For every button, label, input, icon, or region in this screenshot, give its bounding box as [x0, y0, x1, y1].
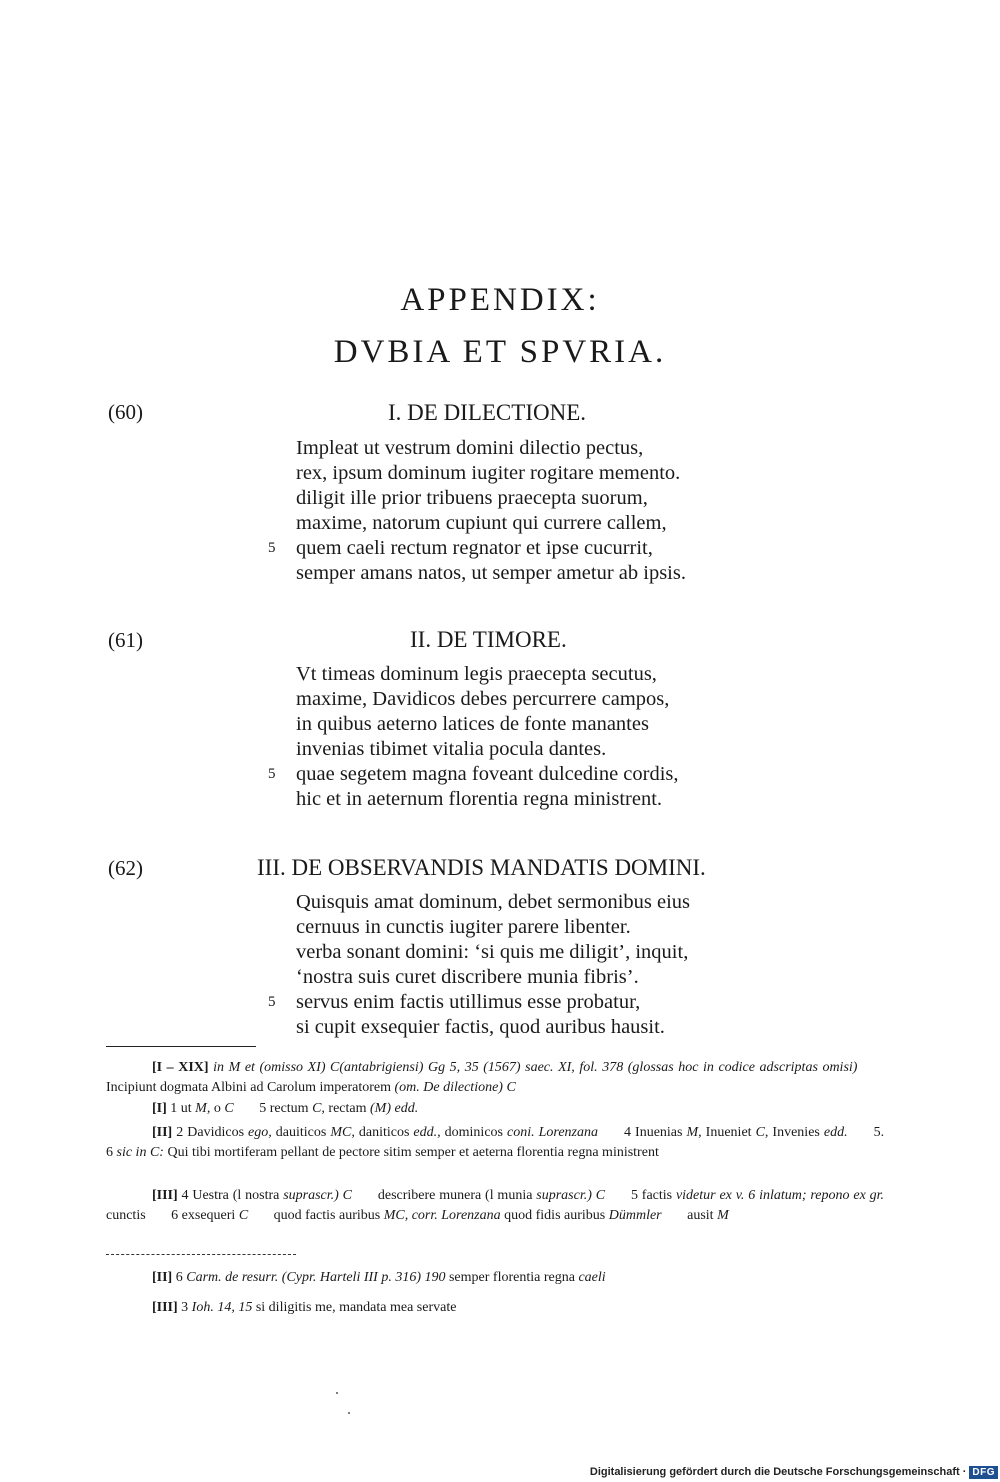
verse-text: quae segetem magna foveant dulcedine cordis, — [296, 763, 679, 785]
apparatus-text: 6 exsequeri — [171, 1208, 236, 1223]
scan-speck — [336, 1392, 338, 1394]
poem-verses — [268, 436, 686, 586]
verse-text: quem caeli rectum regnator et ipse cucurrit, — [296, 537, 653, 559]
apparatus-text: semper florentia regna — [448, 1270, 575, 1285]
line-number: 5 — [268, 994, 276, 1010]
verse-line-numbered — [268, 990, 690, 1015]
fontes-rule — [106, 1254, 296, 1255]
siglum: [II] — [152, 1125, 173, 1140]
verse-line: maxime, Davidicos debes percurrere campos, — [296, 688, 670, 710]
verse-line: ‘nostra suis curet discribere munia fibris’. — [296, 966, 639, 988]
apparatus-note-I — [106, 1099, 884, 1119]
verse-line: verba sonant domini: ‘si quis me diligit’, inquit, — [296, 941, 689, 963]
verse-line-numbered — [268, 536, 686, 561]
apparatus-note-II — [106, 1123, 884, 1163]
apparatus-italic: MC, corr. Lorenzana — [383, 1208, 501, 1223]
apparatus-italic: videtur ex v. 6 inlatum; repono ex gr. — [675, 1188, 885, 1203]
siglum: [I – XIX] — [152, 1060, 209, 1075]
apparatus-text: Inueniet — [705, 1125, 752, 1140]
verse-text: servus enim factis utillimus esse probatur, — [296, 991, 641, 1013]
apparatus-italic: (M) edd. — [370, 1101, 419, 1116]
siglum: [III] — [152, 1188, 178, 1203]
apparatus-italic: C, — [755, 1125, 769, 1140]
apparatus-text: describere munera (l munia — [377, 1188, 533, 1203]
line-number: 5 — [268, 766, 276, 782]
verse-line: semper amans natos, ut semper ametur ab ipsis. — [296, 562, 686, 584]
banner-text: Digitalisierung gefördert durch die Deutsche Forschungsgemeinschaft · — [589, 1466, 967, 1478]
apparatus-text: dauiticos — [275, 1125, 327, 1140]
apparatus-text: 2 Davidicos — [176, 1125, 245, 1140]
poem-title: I. DE DILECTIONE. — [388, 400, 587, 425]
apparatus-text: ausit — [687, 1208, 714, 1223]
apparatus-note-III — [106, 1186, 884, 1226]
apparatus-rule — [106, 1046, 256, 1047]
verse-line: Vt timeas dominum legis praecepta secutus, — [296, 663, 657, 685]
verse-line: invenias tibimet vitalia pocula dantes. — [296, 738, 607, 760]
apparatus-general — [106, 1058, 884, 1098]
apparatus-text: rectam — [328, 1101, 367, 1116]
apparatus-italic: Carm. de resurr. (Cypr. Harteli III p. 316) 190 — [186, 1270, 446, 1285]
verse-line: maxime, natorum cupiunt qui currere callem, — [296, 512, 667, 534]
appendix-subheading: DVBIA ET SPVRIA. — [333, 334, 667, 370]
apparatus-text: Invenies — [772, 1125, 820, 1140]
apparatus-text: daniticos — [358, 1125, 410, 1140]
apparatus-italic: C — [238, 1208, 249, 1223]
apparatus-italic: Dümmler — [608, 1208, 662, 1223]
apparatus-text: 5 rectum — [259, 1101, 309, 1116]
siglum: [I] — [152, 1101, 167, 1116]
poem-verses — [268, 890, 691, 1040]
apparatus-italic: C — [224, 1101, 234, 1116]
verse-line: rex, ipsum dominum iugiter rogitare memento. — [296, 462, 681, 484]
verse-line-numbered — [268, 762, 679, 787]
poem-verses — [268, 662, 679, 812]
apparatus-italic: suprascr.) C — [536, 1188, 606, 1203]
poem-title: II. DE TIMORE. — [410, 627, 567, 652]
apparatus-italic: M, — [686, 1125, 702, 1140]
siglum: [III] — [152, 1300, 178, 1315]
fontes-note-II — [106, 1268, 884, 1288]
apparatus-text: 6 — [175, 1270, 183, 1285]
scan-speck — [348, 1412, 350, 1414]
apparatus-italic: C, — [312, 1101, 325, 1116]
apparatus-text: quod fidis auribus — [504, 1208, 606, 1223]
fontes-note-III — [106, 1298, 884, 1318]
apparatus-text: o — [213, 1101, 221, 1116]
verse-line: diligit ille prior tribuens praecepta suorum, — [296, 487, 648, 509]
poem-title: III. DE OBSERVANDIS MANDATIS DOMINI. — [257, 855, 706, 880]
apparatus-text: si diligitis me, mandata mea servate — [255, 1300, 457, 1315]
verse-line: Quisquis amat dominum, debet sermonibus eius — [296, 891, 691, 913]
apparatus-italic: Ioh. 14, 15 — [191, 1300, 253, 1315]
apparatus-text: cunctis — [106, 1208, 146, 1223]
verse-line: in quibus aeterno latices de fonte manantes — [296, 713, 649, 735]
apparatus-italic: sic in C: — [116, 1145, 164, 1160]
apparatus-italic: edd. — [823, 1125, 848, 1140]
apparatus-text: quod factis auribus — [273, 1208, 381, 1223]
appendix-heading: APPENDIX: — [400, 282, 600, 318]
apparatus-text: Incipiunt dogmata Albini ad Carolum imperatorem — [106, 1080, 391, 1095]
apparatus-text: 3 — [181, 1300, 189, 1315]
apparatus-italic: coni. Lorenzana — [507, 1125, 599, 1140]
apparatus-text: 5 factis — [630, 1188, 673, 1203]
apparatus-text: 1 ut — [170, 1101, 192, 1116]
apparatus-text: 4 Uestra (l nostra — [181, 1188, 280, 1203]
poem-number: (60) — [108, 400, 143, 424]
verse-line: si cupit exsequier factis, quod auribus hausit. — [296, 1016, 665, 1038]
siglum: [II] — [152, 1270, 173, 1285]
apparatus-text: 4 Inuenias — [624, 1125, 683, 1140]
apparatus-italic: edd., — [413, 1125, 441, 1140]
apparatus-text: dominicos — [444, 1125, 503, 1140]
apparatus-text: Qui tibi mortiferam pellant de pectore sitim semper et aeterna florentia regna ministrent — [167, 1145, 659, 1160]
apparatus-italic: (om. De dilectione) C — [394, 1080, 516, 1095]
apparatus-italic: MC, — [330, 1125, 355, 1140]
poem-number: (61) — [108, 628, 143, 652]
apparatus-italic: M — [717, 1208, 729, 1223]
verse-line: cernuus in cunctis iugiter parere libenter. — [296, 916, 631, 938]
apparatus-text: 5. 6 — [106, 1125, 885, 1160]
apparatus-italic: ego, — [248, 1125, 272, 1140]
apparatus-italic: caeli — [578, 1270, 606, 1285]
apparatus-italic: suprascr.) C — [283, 1188, 353, 1203]
apparatus-italic: in M et (omisso XI) C(antabrigiensi) Gg 5, 35 (1567) saec. XI, fol. 378 (glossas hoc in codice adscriptas omisi) — [213, 1060, 858, 1075]
apparatus-italic: M, — [195, 1101, 211, 1116]
verse-line: Impleat ut vestrum domini dilectio pectus, — [296, 437, 644, 459]
dfg-logo-icon: DFG — [969, 1466, 998, 1479]
poem-number: (62) — [108, 856, 143, 880]
digitization-banner — [590, 1462, 1000, 1482]
verse-line: hic et in aeternum florentia regna ministrent. — [296, 788, 663, 810]
line-number: 5 — [268, 540, 276, 556]
